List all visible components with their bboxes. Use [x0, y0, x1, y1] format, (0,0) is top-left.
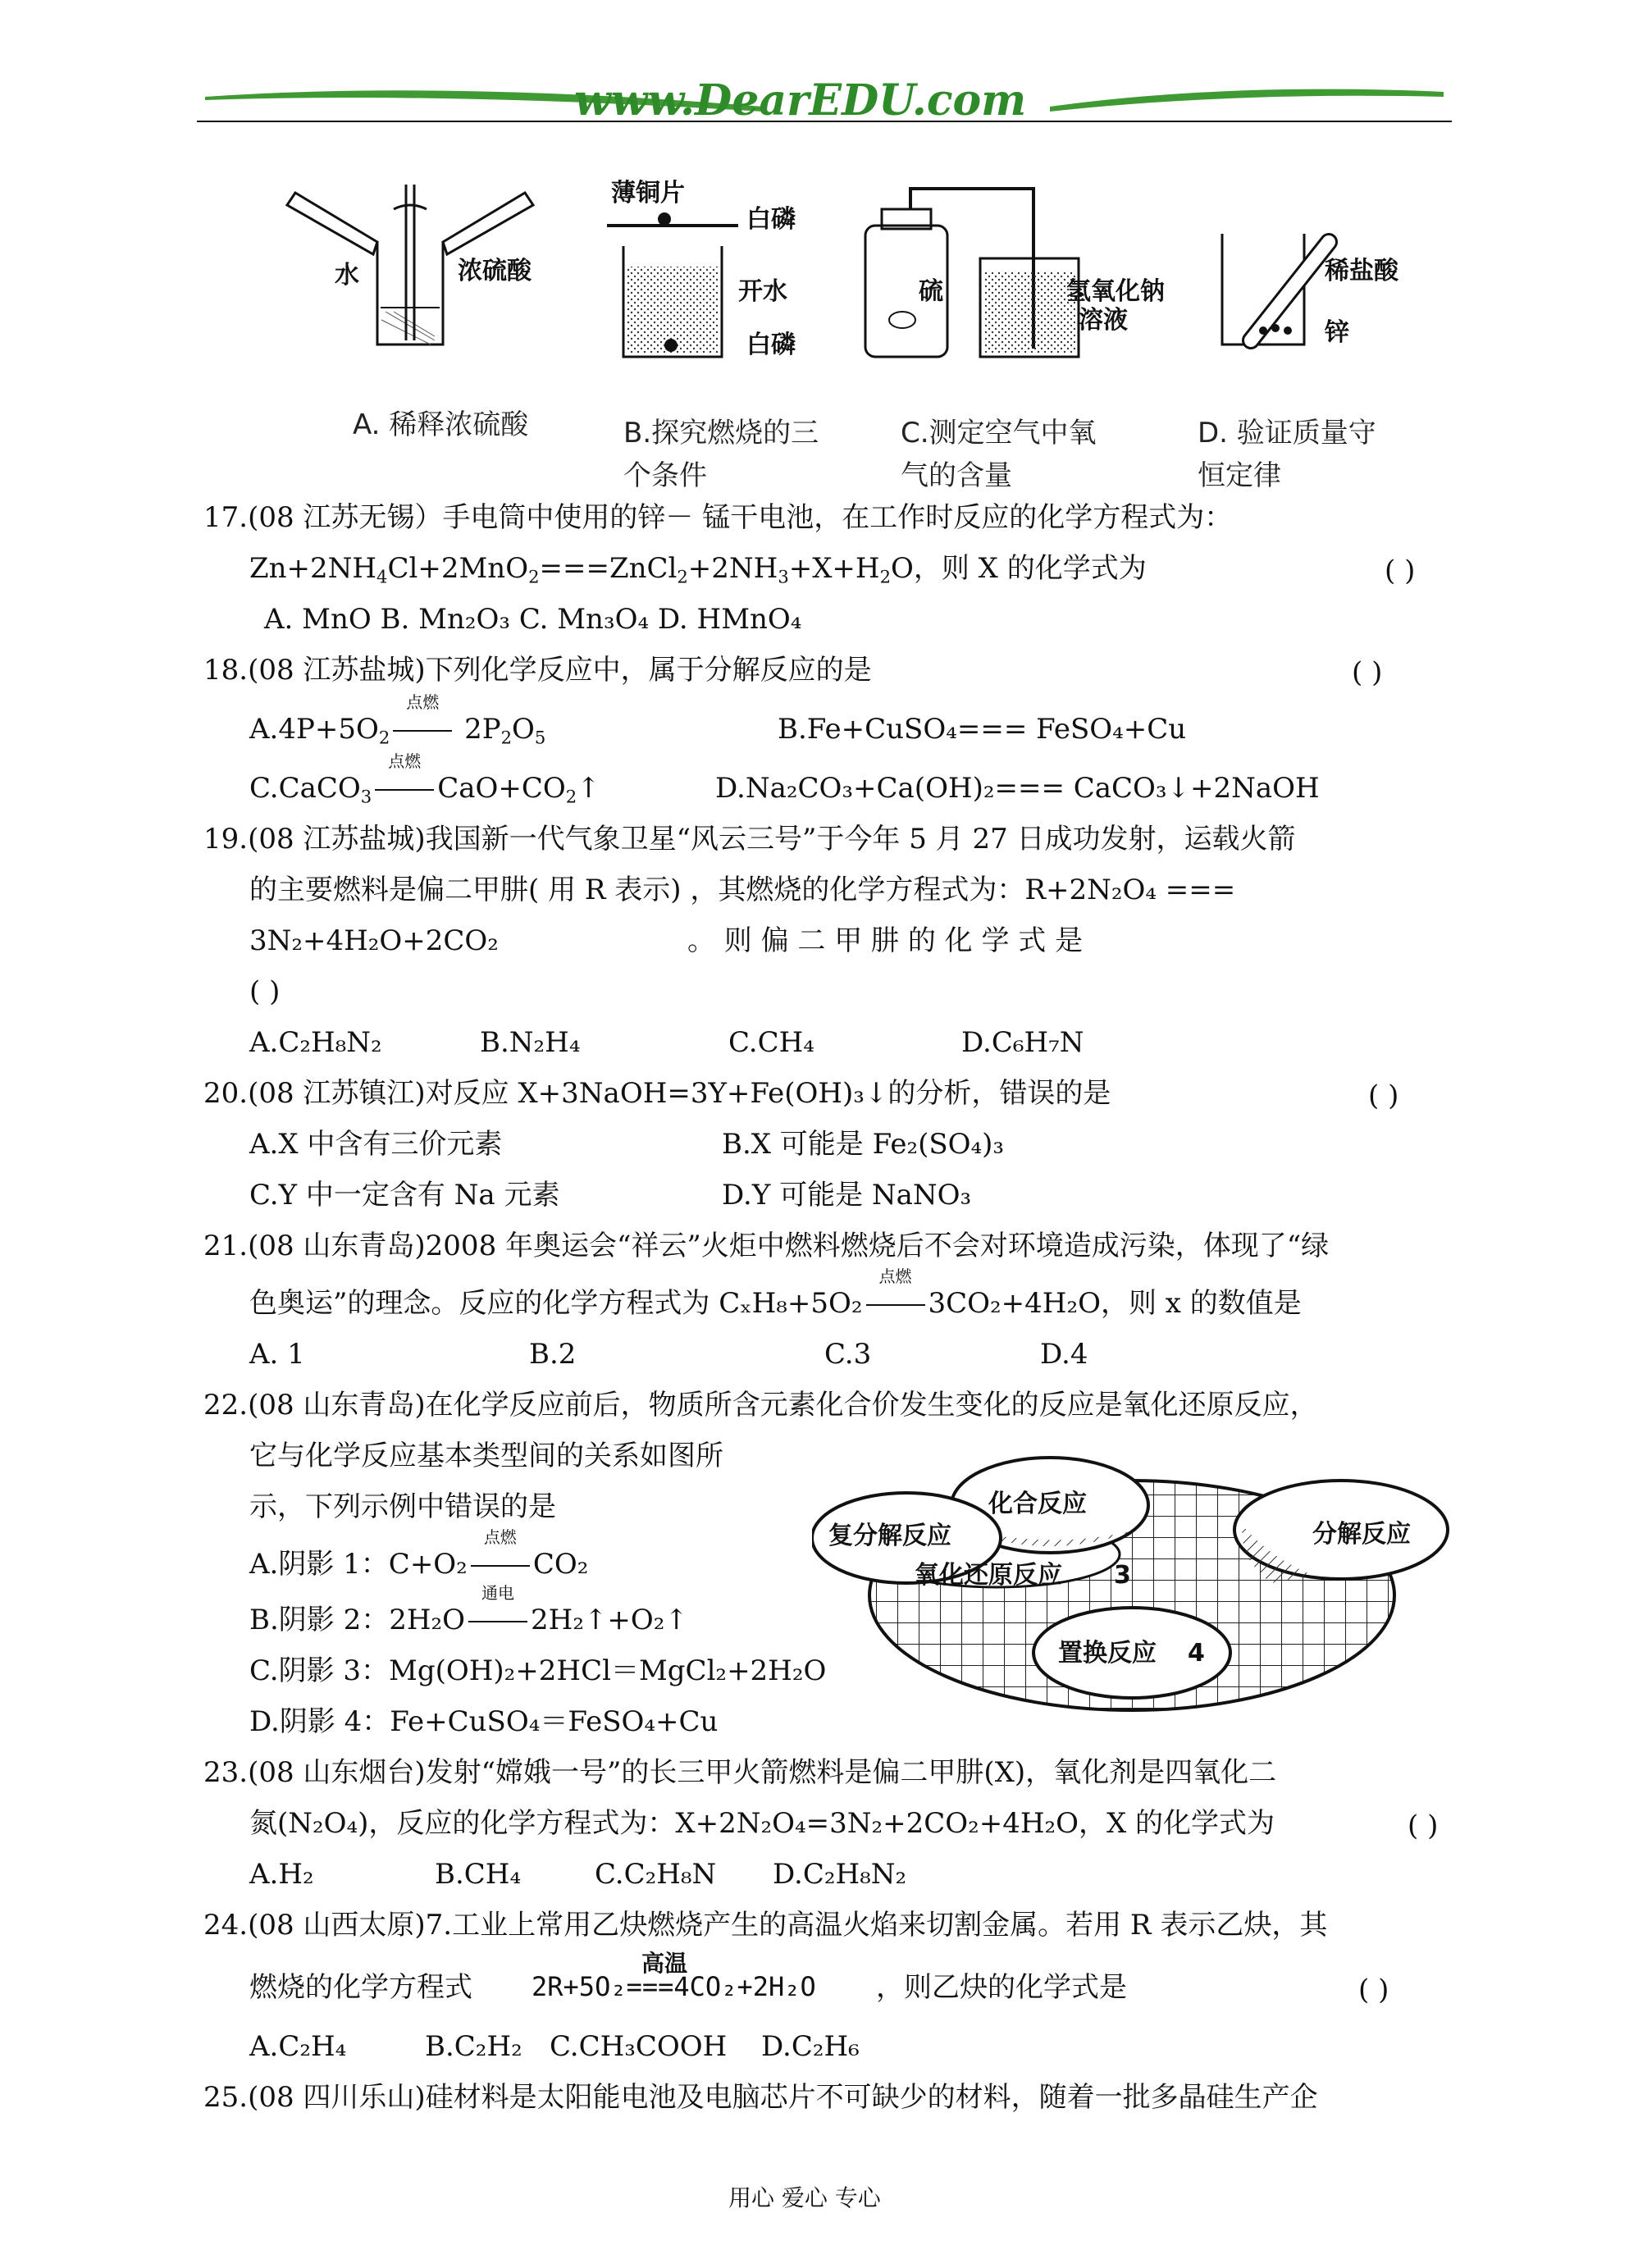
q18-option-b: B.Fe+CuSO₄=== FeSO₄+Cu: [778, 713, 1187, 746]
svg-text:白磷: 白磷: [746, 205, 796, 234]
q17-answer-bracket[interactable]: ( ): [1385, 554, 1416, 587]
svg-text:化合反应: 化合反应: [988, 1490, 1087, 1518]
q19-option-d: D.C₆H₇N: [961, 1026, 1084, 1059]
q18-answer-bracket[interactable]: ( ): [1352, 656, 1383, 689]
apparatus-figure: [279, 176, 1427, 373]
q19-line2: 的主要燃料是偏二甲肼( 用 R 表示) ，其燃烧的化学方程式为：R+2N₂O₄ ===: [249, 874, 1236, 906]
apparatus-a-diagram: [287, 185, 533, 345]
q21-option-a: A. 1: [249, 1338, 305, 1371]
svg-text:白磷: 白磷: [746, 331, 796, 359]
caption-b-1: B.探究燃烧的三: [623, 417, 819, 449]
page-footer: 用心 爱心 专心: [728, 2184, 881, 2211]
q24-option-c: C.CH₃COOH: [550, 2030, 728, 2063]
svg-text:薄铜片: 薄铜片: [611, 179, 685, 208]
q24-option-d: D.C₂H₆: [761, 2030, 860, 2063]
caption-c-2: 气的含量: [901, 459, 1012, 492]
q21-option-c: C.3: [824, 1338, 872, 1371]
svg-text:开水: 开水: [738, 277, 787, 306]
q18-stem: 18.(08 江苏盐城)下列化学反应中，属于分解反应的是: [203, 654, 872, 687]
apparatus-b-diagram: [607, 179, 796, 359]
svg-text:浓硫酸: 浓硫酸: [458, 257, 532, 285]
caption-d-2: 恒定律: [1198, 459, 1281, 492]
q24-line2b: ，则乙炔的化学式是: [876, 1971, 1127, 2004]
q25-line1: 25.(08 四川乐山)硅材料是太阳能电池及电脑芯片不可缺少的材料，随着一批多晶硅生产企: [203, 2081, 1318, 2114]
q23-line1: 23.(08 山东烟台)发射“嫦娥一号”的长三甲火箭燃料是偏二甲肼(X)，氧化剂是四氧化二: [203, 1756, 1277, 1789]
q19-answer-bracket[interactable]: ( ): [249, 975, 281, 1008]
q22-line3: 示，下列示例中错误的是: [249, 1490, 556, 1523]
q19-option-a: A.C₂H₈N₂: [249, 1026, 382, 1059]
q20-option-b: B.X 可能是 Fe₂(SO₄)₃: [722, 1128, 1005, 1161]
q24-condition: 高温: [641, 1950, 688, 1977]
caption-d-1: D. 验证质量守: [1198, 417, 1376, 449]
q22-option-b: B.阴影 2：2H₂O 通电 2H₂↑+O₂↑: [249, 1583, 688, 1636]
q17-options: A. MnO B. Mn₂O₃ C. Mn₃O₄ D. HMnO₄: [264, 603, 802, 636]
q22-line2: 它与化学反应基本类型间的关系如图所: [249, 1440, 723, 1472]
q21-option-d: D.4: [1040, 1338, 1088, 1371]
svg-text:氧化还原反应: 氧化还原反应: [915, 1561, 1062, 1590]
q23-option-d: D.C₂H₈N₂: [773, 1858, 907, 1891]
q23-answer-bracket[interactable]: ( ): [1408, 1809, 1439, 1842]
apparatus-c-diagram: [865, 189, 1165, 357]
q23-option-c: C.C₂H₈N: [595, 1858, 717, 1891]
svg-text:3: 3: [1114, 1561, 1131, 1590]
q20-option-a: A.X 中含有三价元素: [249, 1128, 503, 1161]
q19-option-b: B.N₂H₄: [480, 1026, 581, 1059]
svg-text:稀盐酸: 稀盐酸: [1325, 257, 1398, 285]
q19-line1: 19.(08 江苏盐城)我国新一代气象卫星“风云三号”于今年 5 月 27 日成功发射，运载火箭: [203, 823, 1296, 856]
svg-text:硫: 硫: [919, 277, 943, 306]
q23-line2: 氮(N₂O₄)，反应的化学方程式为：X+2N₂O₄=3N₂+2CO₂+4H₂O，X 的化学式为: [249, 1807, 1275, 1840]
q17-equation: $Zn+2NH_4Cl+2MnO_2===ZnCl_2+2NH_3+X+H_2O$，则 X 的化学式为: [249, 552, 1147, 587]
q20-answer-bracket[interactable]: ( ): [1368, 1079, 1399, 1112]
q18-option-a: $A.4P+5O_2$ 点燃 $2P_2O_5$: [249, 692, 546, 748]
site-logo[interactable]: www.DearEDU.com: [574, 75, 1027, 125]
q24-option-b: B.C₂H₂: [425, 2030, 522, 2063]
q19-line3b: 。 则 偏 二 甲 肼 的 化 学 式 是: [687, 924, 1084, 957]
svg-text:4: 4: [1188, 1639, 1205, 1668]
svg-text:置换反应: 置换反应: [1058, 1639, 1157, 1668]
q24-option-a: A.C₂H₄: [249, 2030, 347, 2063]
caption-b-2: 个条件: [623, 459, 707, 492]
q22-option-d: D.阴影 4：Fe+CuSO₄＝FeSO₄+Cu: [249, 1705, 719, 1738]
caption-c-1: C.测定空气中氧: [901, 417, 1097, 449]
q17-stem: 17.(08 江苏无锡）手电筒中使用的锌－ 锰干电池，在工作时反应的化学方程式为：: [203, 501, 1233, 534]
q19-line3a: 3N₂+4H₂O+2CO₂: [249, 924, 499, 957]
q24-answer-bracket[interactable]: ( ): [1358, 1974, 1389, 2006]
q23-option-a: A.H₂: [249, 1858, 314, 1891]
q22-option-c: C.阴影 3：Mg(OH)₂+2HCl＝MgCl₂+2H₂O: [249, 1654, 827, 1687]
svg-text:复分解反应: 复分解反应: [828, 1522, 951, 1550]
q20-stem: 20.(08 江苏镇江)对反应 X+3NaOH=3Y+Fe(OH)₃↓的分析，错误的是: [203, 1077, 1111, 1110]
q20-option-d: D.Y 可能是 NaNO₃: [722, 1179, 972, 1212]
apparatus-d-diagram: [1222, 234, 1399, 347]
q18-option-d: D.Na₂CO₃+Ca(OH)₂=== CaCO₃↓+2NaOH: [715, 772, 1320, 805]
svg-text:锌: 锌: [1325, 318, 1349, 347]
q24-line2a: 燃烧的化学方程式: [249, 1971, 472, 2004]
q24-line1: 24.(08 山西太原)7.工业上常用乙炔燃烧产生的高温火焰来切割金属。若用 R 表示乙炔，其: [203, 1909, 1328, 1942]
q23-option-b: B.CH₄: [435, 1858, 522, 1891]
svg-text:氢氧化钠: 氢氧化钠: [1066, 277, 1165, 306]
q19-option-c: C.CH₄: [728, 1026, 814, 1059]
reaction-types-diagram: [812, 1452, 1452, 1723]
q18-option-c: C.CaCO$_3$ 点燃 $CaO+CO_2↑$: [249, 751, 600, 807]
q21-option-b: B.2: [529, 1338, 577, 1371]
svg-text:溶液: 溶液: [1079, 306, 1128, 335]
svg-text:分解反应: 分解反应: [1312, 1520, 1411, 1549]
q22-line1: 22.(08 山东青岛)在化学反应前后，物质所含元素化合价发生变化的反应是氧化还原反应，: [203, 1389, 1318, 1421]
q21-line1: 21.(08 山东青岛)2008 年奥运会“祥云”火炬中燃料燃烧后不会对环境造成污染，体现了“绿: [203, 1230, 1330, 1262]
q21-line2: 色奥运”的理念。反应的化学方程式为 CₓH₈+5O₂ 点燃 3CO₂+4H₂O，则 x 的数值是: [249, 1266, 1302, 1320]
q24-equation: 2R+5O₂===4CO₂+2H₂O: [532, 1971, 816, 2002]
svg-text:水: 水: [335, 261, 359, 290]
q20-option-c: C.Y 中一定含有 Na 元素: [249, 1179, 560, 1212]
caption-a: A. 稀释浓硫酸: [353, 408, 529, 441]
q22-option-a: A.阴影 1：C+O₂ 点燃 CO₂: [249, 1527, 589, 1581]
